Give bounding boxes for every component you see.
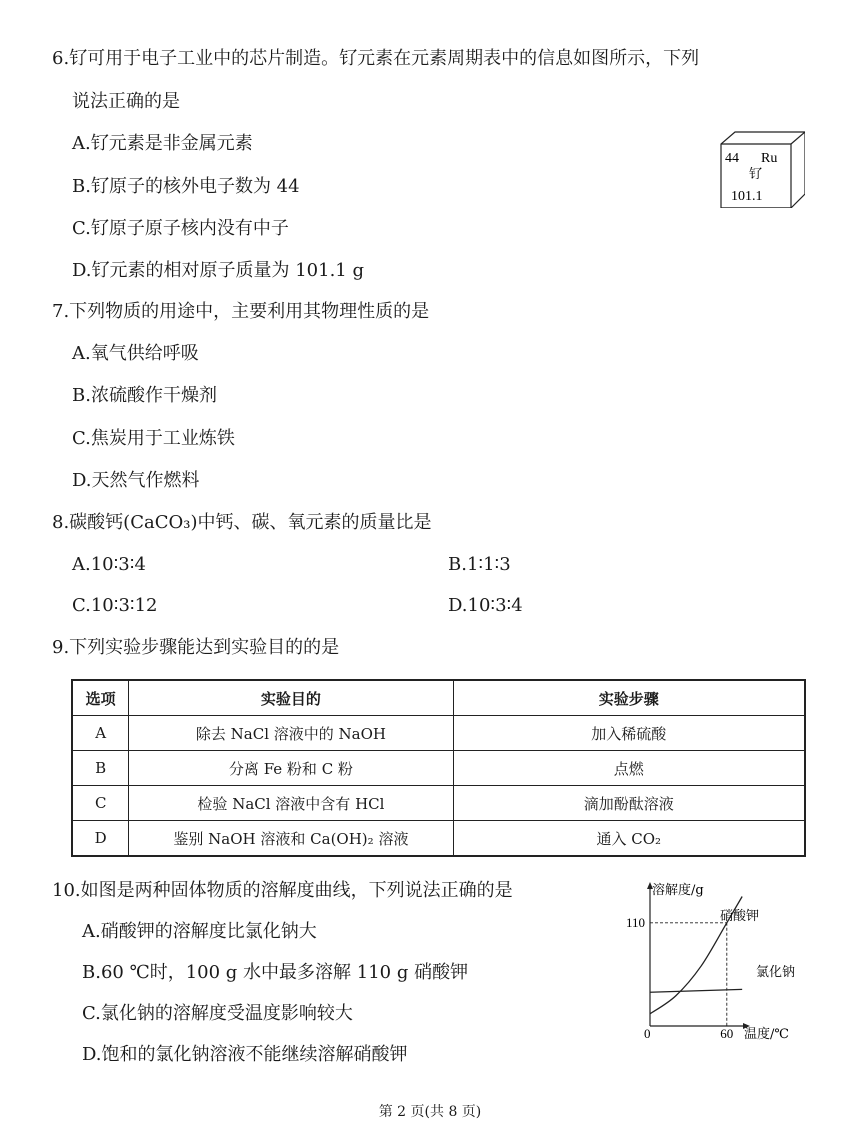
q6-option-d: D.钌元素的相对原子质量为 101.1 g xyxy=(72,260,365,281)
row-option: B xyxy=(72,751,129,786)
y-axis-label: 溶解度/g xyxy=(652,883,704,898)
series-label-potassium-nitrate: 硝酸钾 xyxy=(720,909,760,924)
q10-option-a: A.硝酸钾的溶解度比氯化钠大 xyxy=(82,921,317,942)
ruthenium-element-card xyxy=(713,130,805,208)
header-purpose: 实验目的 xyxy=(129,680,453,716)
row-option: A xyxy=(72,716,129,751)
solubility-chart xyxy=(610,876,810,1046)
q8-option-a: A.10∶3∶4 xyxy=(72,554,146,575)
element-mass: 101.1 xyxy=(731,189,763,204)
q6-stem-line1: 6.钌可用于电子工业中的芯片制造。钌元素在元素周期表中的信息如图所示，下列 xyxy=(52,48,700,69)
header-steps: 实验步骤 xyxy=(453,680,805,716)
origin-label: 0 xyxy=(644,1026,651,1041)
q6-option-c: C.钌原子原子核内没有中子 xyxy=(72,218,289,239)
series-line-sodium-chloride xyxy=(650,989,742,992)
q7-option-c: C.焦炭用于工业炼铁 xyxy=(72,428,235,449)
page-footer: 第 2 页(共 8 页) xyxy=(378,1104,482,1120)
series-label-sodium-chloride: 氯化钠 xyxy=(756,965,796,980)
table-row xyxy=(72,786,805,821)
q10-option-b: B.60 ℃时，100 g 水中最多溶解 110 g 硝酸钾 xyxy=(82,962,469,983)
q8-option-b: B.1∶1∶3 xyxy=(448,554,511,575)
q8-option-d: D.10∶3∶4 xyxy=(448,595,523,616)
q6-option-b: B.钌原子的核外电子数为 44 xyxy=(72,176,300,197)
row-steps: 通入 CO₂ xyxy=(453,821,805,857)
q10-option-d: D.饱和的氯化钠溶液不能继续溶解硝酸钾 xyxy=(82,1044,408,1065)
q10-option-c: C.氯化钠的溶解度受温度影响较大 xyxy=(82,1003,353,1024)
table-row xyxy=(72,716,805,751)
y-tick-label: 110 xyxy=(625,914,645,930)
element-number: 44 xyxy=(725,151,739,166)
row-purpose: 分离 Fe 粉和 C 粉 xyxy=(129,751,453,786)
q10-stem: 10.如图是两种固体物质的溶解度曲线，下列说法正确的是 xyxy=(52,880,513,901)
q7-option-d: D.天然气作燃料 xyxy=(72,470,200,491)
table-header-row xyxy=(72,680,805,716)
table-row xyxy=(72,821,805,857)
x-tick-label: 60 xyxy=(720,1026,734,1041)
row-option: D xyxy=(72,821,129,857)
table-row xyxy=(72,751,805,786)
q6-stem-line2: 说法正确的是 xyxy=(72,91,180,112)
q8-stem: 8.碳酸钙(CaCO₃)中钙、碳、氧元素的质量比是 xyxy=(52,512,432,533)
row-purpose: 鉴别 NaOH 溶液和 Ca(OH)₂ 溶液 xyxy=(129,821,453,857)
header-option: 选项 xyxy=(72,680,129,716)
row-steps: 滴加酚酞溶液 xyxy=(453,786,805,821)
q7-stem: 7.下列物质的用途中，主要利用其物理性质的是 xyxy=(52,301,430,322)
row-purpose: 检验 NaCl 溶液中含有 HCl xyxy=(129,786,453,821)
x-axis-label: 温度/℃ xyxy=(744,1027,789,1042)
q9-stem: 9.下列实验步骤能达到实验目的的是 xyxy=(52,637,340,658)
q6-option-a: A.钌元素是非金属元素 xyxy=(72,133,253,154)
element-symbol: Ru xyxy=(761,151,778,166)
row-steps: 点燃 xyxy=(453,751,805,786)
row-option: C xyxy=(72,786,129,821)
chart-axes xyxy=(647,882,750,1029)
row-steps: 加入稀硫酸 xyxy=(453,716,805,751)
element-name: 钌 xyxy=(749,167,763,182)
q7-option-a: A.氧气供给呼吸 xyxy=(72,343,199,364)
experiment-table xyxy=(71,679,806,857)
q7-option-b: B.浓硫酸作干燥剂 xyxy=(72,385,217,406)
row-purpose: 除去 NaCl 溶液中的 NaOH xyxy=(129,716,453,751)
q8-option-c: C.10∶3∶12 xyxy=(72,595,158,616)
